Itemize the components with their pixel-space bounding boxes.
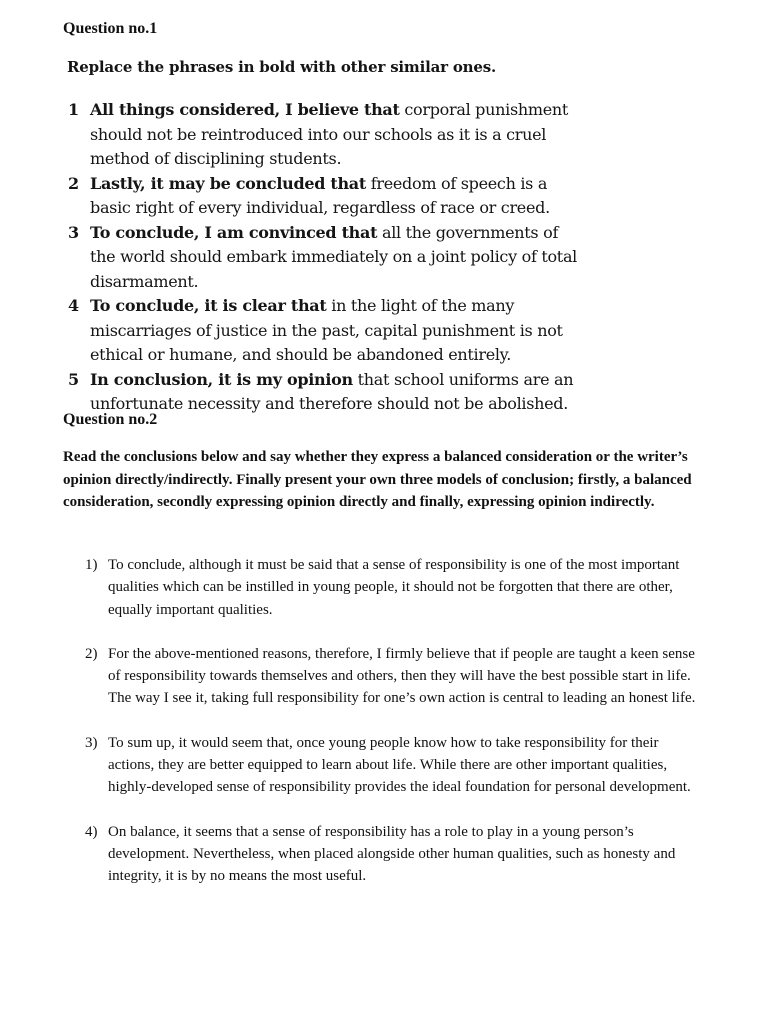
item-number: 4: [68, 296, 79, 315]
list-item: [63, 732, 705, 799]
list-item: [64, 368, 584, 417]
question-2-list: [63, 554, 705, 910]
question-1-scanned-excerpt: [64, 58, 584, 417]
item-text: On balance, it seems that a sense of responsibility has a role to play in a young person’s development. Nevertheless, when placed alongside other human qualities, such as honesty and integrity, it is by no means the most useful.: [108, 823, 676, 885]
list-item: [64, 294, 584, 368]
item-text: in the light of the many miscarriages of justice in the past, capital punishment is not ethical or humane, and should be abandoned entirely.: [90, 296, 563, 364]
item-text: that school uniforms are an unfortunate necessity and therefore should not be abolished.: [90, 369, 574, 413]
item-text: For the above-mentioned reasons, therefore, I firmly believe that if people are taught a keen sense of responsibility towards themselves and others, then they will have the best possible start in life. The way I see it, taking full responsibility for one’s own action is central to leading an honest life.: [108, 645, 696, 707]
item-text: freedom of speech is a basic right of every individual, regardless of race or creed.: [90, 173, 550, 217]
item-text: corporal punishment should not be reintroduced into our schools as it is a cruel method of disciplining students.: [90, 100, 569, 168]
bold-phrase: All things considered, I believe that: [90, 100, 400, 119]
bold-phrase: To conclude, it is clear that: [90, 296, 327, 315]
list-item: [63, 643, 705, 710]
list-item: [64, 221, 584, 295]
list-item: [64, 172, 584, 221]
question-2-heading: Question no.2: [63, 411, 158, 428]
bold-phrase: In conclusion, it is my opinion: [90, 369, 353, 389]
list-item: [63, 554, 705, 621]
item-number: 2: [68, 173, 79, 193]
question-1-list: [64, 98, 584, 417]
question-2-instruction: Read the conclusions below and say whether they express a balanced consideration or the writer’s opinion directly/indirectly. Finally present your own three models of conclusion; firstly, a balanced consideration, secondly expressing opinion directly and finally, expressing opinion indirectly.: [63, 449, 692, 510]
list-item: [64, 98, 584, 172]
item-number: 1): [85, 557, 98, 573]
item-number: 2): [85, 645, 98, 662]
item-text: all the governments of the world should embark immediately on a joint policy of total disarmament.: [90, 222, 577, 291]
question-1-instruction: Replace the phrases in bold with other similar ones.: [67, 58, 496, 76]
item-number: 1: [68, 100, 79, 119]
item-number: 3): [85, 734, 98, 751]
item-number: 3: [68, 222, 79, 242]
item-number: 4): [85, 823, 98, 840]
item-text: To conclude, although it must be said that a sense of responsibility is one of the most important qualities which can be instilled in young people, it should not be forgotten that there are other, equally important qualities.: [108, 557, 680, 618]
list-item: [63, 821, 705, 888]
bold-phrase: Lastly, it may be concluded that: [90, 173, 366, 193]
question-1-heading: Question no.1: [63, 20, 158, 37]
item-text: To sum up, it would seem that, once young people know how to take responsibility for their actions, they are better equipped to learn about life. While there are other important qualities, highly-developed sense of responsibility provides the ideal foundation for personal development.: [108, 734, 691, 796]
bold-phrase: To conclude, I am convinced that: [90, 222, 378, 242]
item-number: 5: [68, 369, 79, 389]
